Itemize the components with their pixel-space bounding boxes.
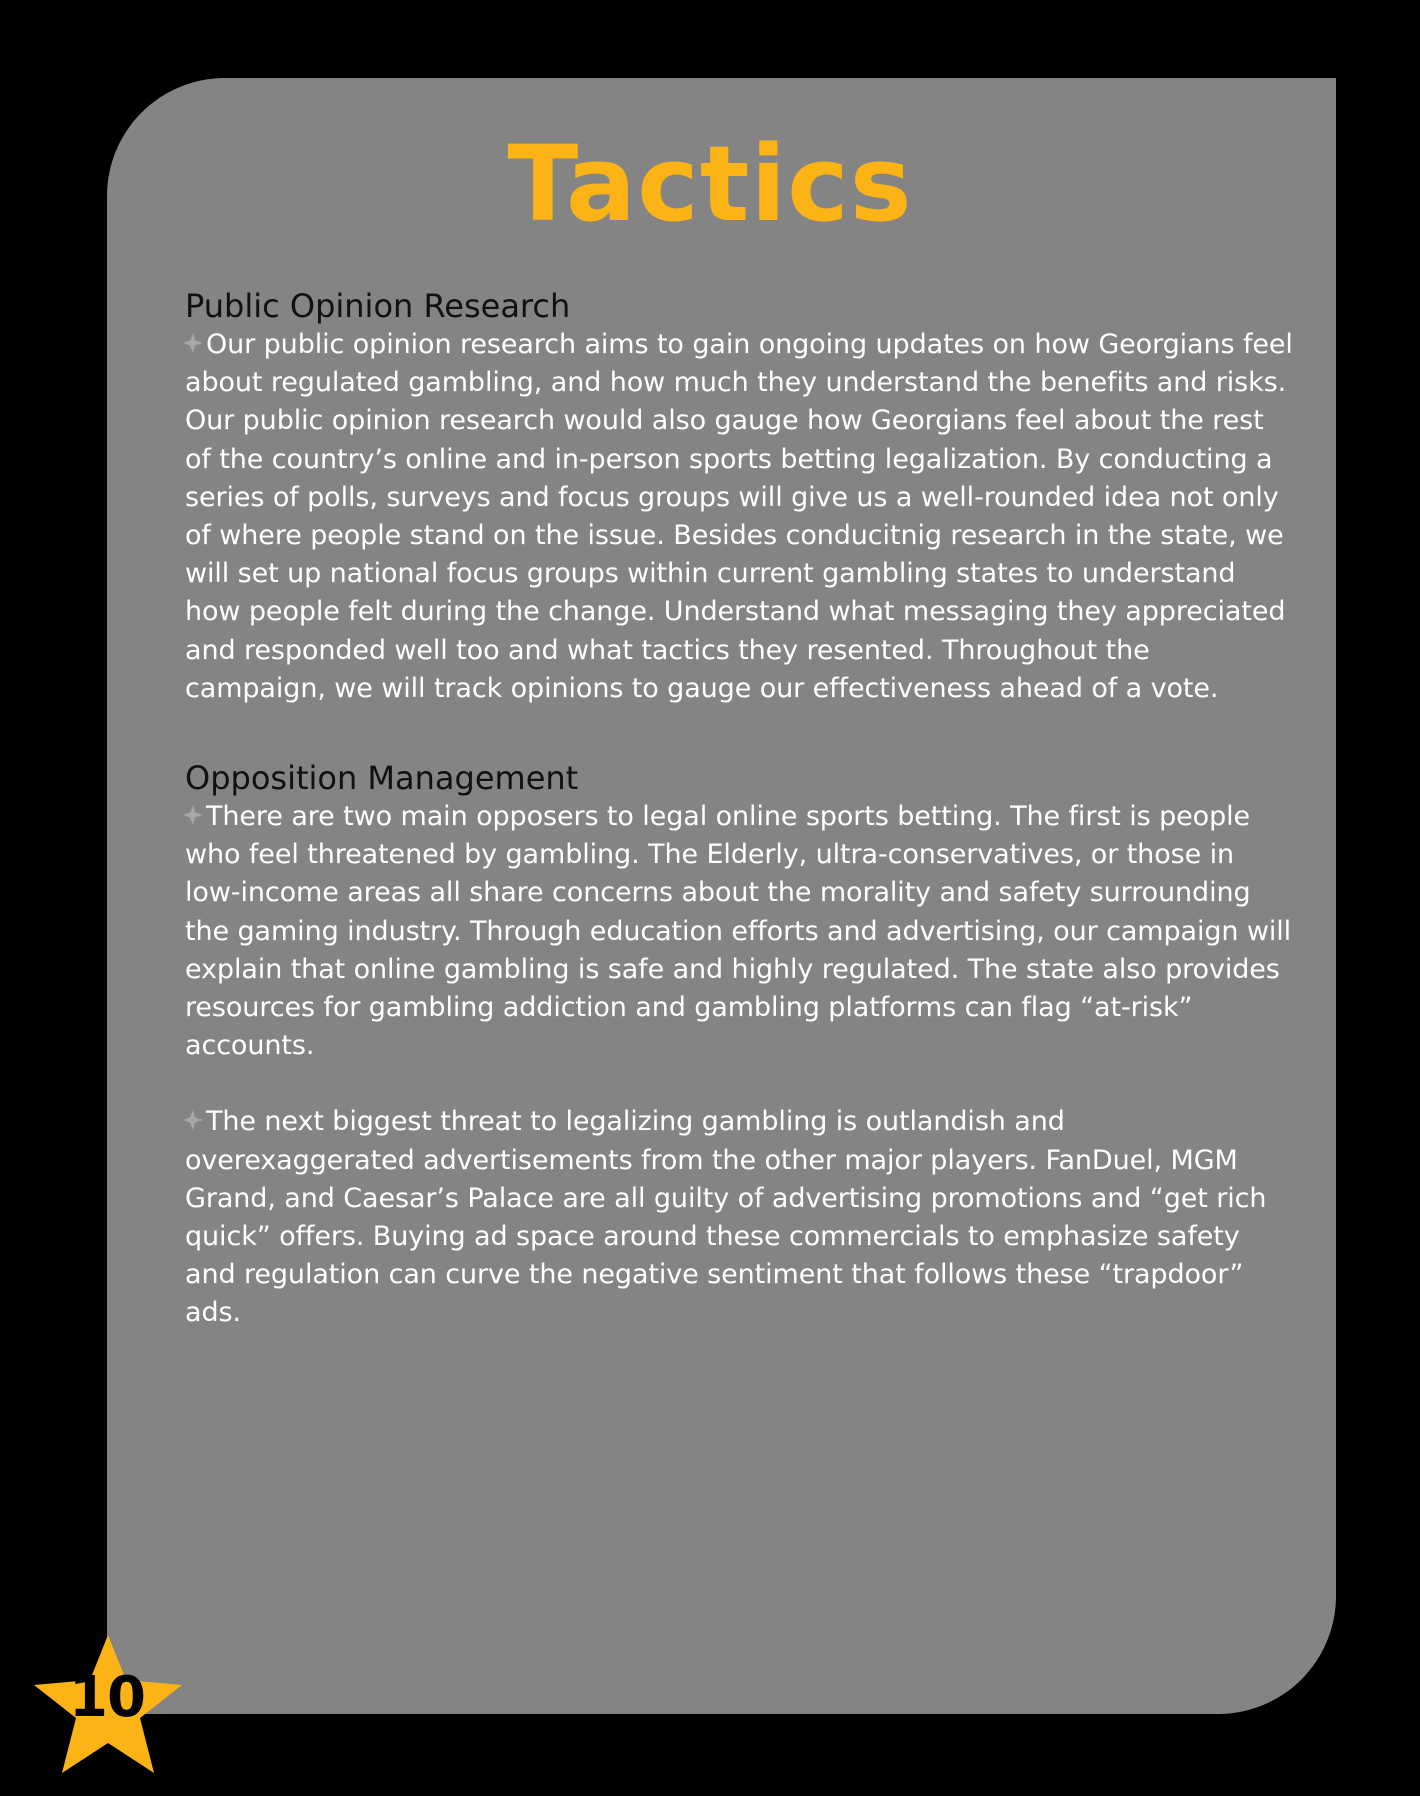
paragraph-text: Our public opinion research aims to gain ongoing updates on how Georgians feel about regulated gambling, and how much they understand the benefits and risks. Our public opinion research would also gauge how Georgians feel about the rest of the country’s online and in-person sports betting legalization. By conducting a series of polls, surveys and focus groups will give us a well-rounded idea not only of where people stand on the issue. Besides conducitnig research in the state, we will set up national focus groups within current gambling states to understand how people felt during the change. Understand what messaging they appreciated and responded well too and what tactics they resented. Throughout the campaign, we will track opinions to gauge our effectiveness ahead of a vote. <box>185 329 1293 704</box>
section-public-opinion-research <box>185 286 1295 708</box>
section-heading: Public Opinion Research <box>185 287 571 325</box>
star-bullet-icon <box>181 331 205 355</box>
page-number: 10 <box>69 1665 145 1730</box>
paragraph-text: The next biggest threat to legalizing gambling is outlandish and overexaggerated advertisements from the other major players. FanDuel, MGM Grand, and Caesar’s Palace are all guilty of advertising promotions and “get rich quick” offers. Buying ad space around these commercials to emphasize safety and regulation can curve the negative sentiment that follows these “trapdoor” ads. <box>185 1106 1267 1329</box>
paragraph <box>185 1103 1295 1332</box>
section-opposition-management <box>185 758 1295 1333</box>
content-area <box>185 286 1295 1333</box>
paragraph <box>185 798 1295 1065</box>
star-bullet-icon <box>181 803 205 827</box>
paragraph-text: There are two main opposers to legal online sports betting. The first is people who feel threatened by gambling. The Elderly, ultra-conservatives, or those in low-income areas all share concerns about the morality and safety surrounding the gaming industry. Through education efforts and advertising, our campaign will explain that online gambling is safe and highly regulated. The state also provides resources for gambling addiction and gambling platforms can flag “at-risk” accounts. <box>185 801 1292 1062</box>
paragraph <box>185 326 1295 708</box>
star-bullet-icon <box>181 1108 205 1132</box>
page-title: Tactics <box>507 123 913 245</box>
section-heading: Opposition Management <box>185 759 579 798</box>
